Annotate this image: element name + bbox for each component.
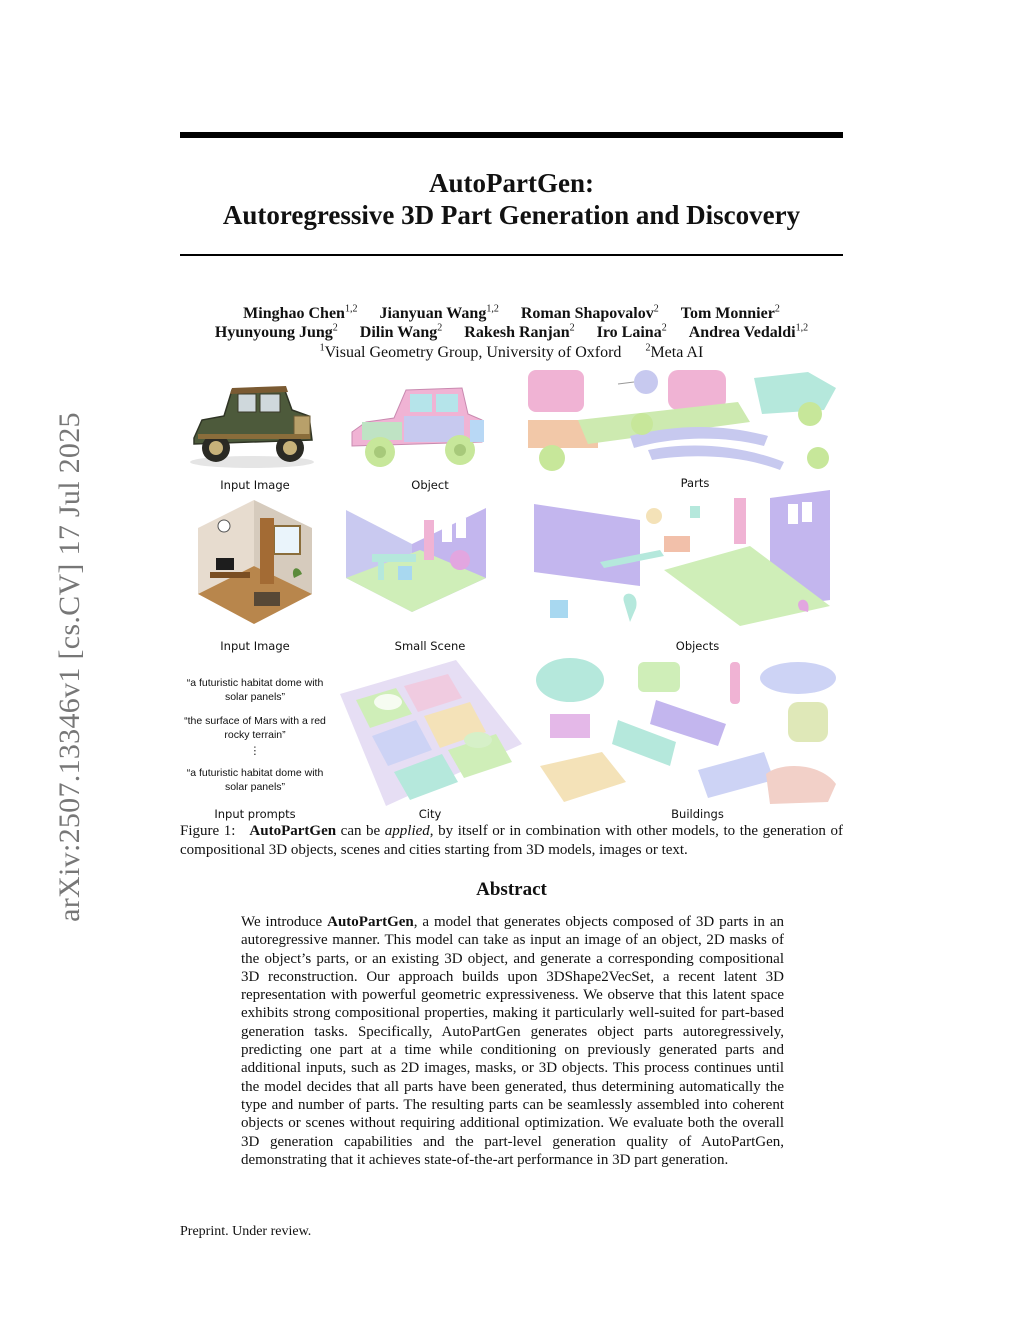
caption-input-image-2: Input Image (220, 639, 290, 653)
figure-label: Figure 1: (180, 823, 236, 839)
author: Minghao Chen$^{1,2}$ (243, 304, 358, 323)
buildings-render (530, 654, 842, 808)
arxiv-identifier: arXiv:2507.13346v1 [cs.CV] 17 Jul 2025 (53, 412, 86, 922)
abstract-body: We introduce AutoPartGen, a model that generates objects composed of 3D parts in an autoregressive manner. This model can take as input an image of an object, 2D masks of the object’s parts, or an existing 3D object, and generate a corresponding compositional 3D reconstruction. Our approach builds upon 3DShape2VecSet, a recent latent 3D representation with powerful geometric expressiveness. We observe that this latent space exhibits strong compositional properties, making it particularly well-suited for part-based generation tasks. Specifically, AutoPartGen generates object parts autoregressively, predicting one part at a time while conditioning on previously generated parts and additional inputs, such as 2D images, masks, or 3D objects. This process continues until the model decides that all parts have been generated, thus determining automatically the type and number of parts. The resulting parts can be seamlessly assembled into coherent objects or scenes without requiring additional optimization. We evaluate both the overall 3D generation capabilities and the part-level generation quality of AutoPartGen, demonstrating that it achieves state-of-the-art performance in 3D part generation. (241, 914, 784, 1168)
figure-caption: Figure 1: AutoPartGen can be applied, by itself or in combination with other models, to the generation of compositional 3D objects, scenes and cities starting from 3D models, images or text. (180, 823, 843, 858)
title-bottom-rule (180, 254, 843, 256)
author: Tom Monnier$^2$ (680, 304, 780, 323)
affiliations (180, 339, 843, 362)
caption-objects: Objects (675, 639, 720, 653)
caption-object: Object (411, 478, 449, 492)
author: Hyunyoung Jung$^2$ (214, 323, 338, 342)
parts-exploded-render (518, 366, 846, 474)
affiliation: $^1$Visual Geometry Group, University of Oxford (319, 343, 622, 362)
prompt-ellipsis: ⋮ (249, 745, 261, 757)
title-line-2: Autoregressive 3D Part Generation and Discovery (222, 200, 801, 230)
affiliation: $^2$Meta AI (645, 343, 704, 362)
objects-exploded-render (530, 490, 840, 632)
abstract-heading: Abstract (476, 879, 547, 900)
caption-buildings: Buildings (671, 807, 724, 821)
author: Andrea Vedaldi$^{1,2}$ (688, 323, 809, 342)
prompt-2: “the surface of Mars with a red rocky terrain” (184, 715, 326, 741)
small-scene-render (342, 494, 490, 630)
caption-input-image-1: Input Image (220, 478, 290, 492)
preprint-footer: Preprint. Under review. (180, 1224, 312, 1239)
author: Rakesh Ranjan$^2$ (464, 323, 575, 342)
caption-parts: Parts (680, 476, 710, 490)
caption-input-prompts: Input prompts (214, 807, 296, 821)
title-top-rule (180, 132, 843, 138)
author: Iro Laina$^2$ (596, 323, 667, 342)
prompt-1: “a futuristic habitat dome with solar panels” (186, 677, 324, 703)
author: Roman Shapovalov$^2$ (520, 304, 659, 323)
prompt-3: “a futuristic habitat dome with solar panels” (186, 767, 324, 793)
input-room-image (194, 496, 316, 628)
title-line-1: AutoPartGen: (429, 168, 594, 198)
input-car-image (184, 380, 319, 470)
author: Dilin Wang$^2$ (359, 323, 443, 342)
author: Jianyuan Wang$^{1,2}$ (379, 304, 499, 323)
city-render (336, 656, 526, 808)
caption-city: City (418, 807, 442, 821)
object-car-render (344, 378, 489, 473)
caption-small-scene: Small Scene (394, 639, 466, 653)
